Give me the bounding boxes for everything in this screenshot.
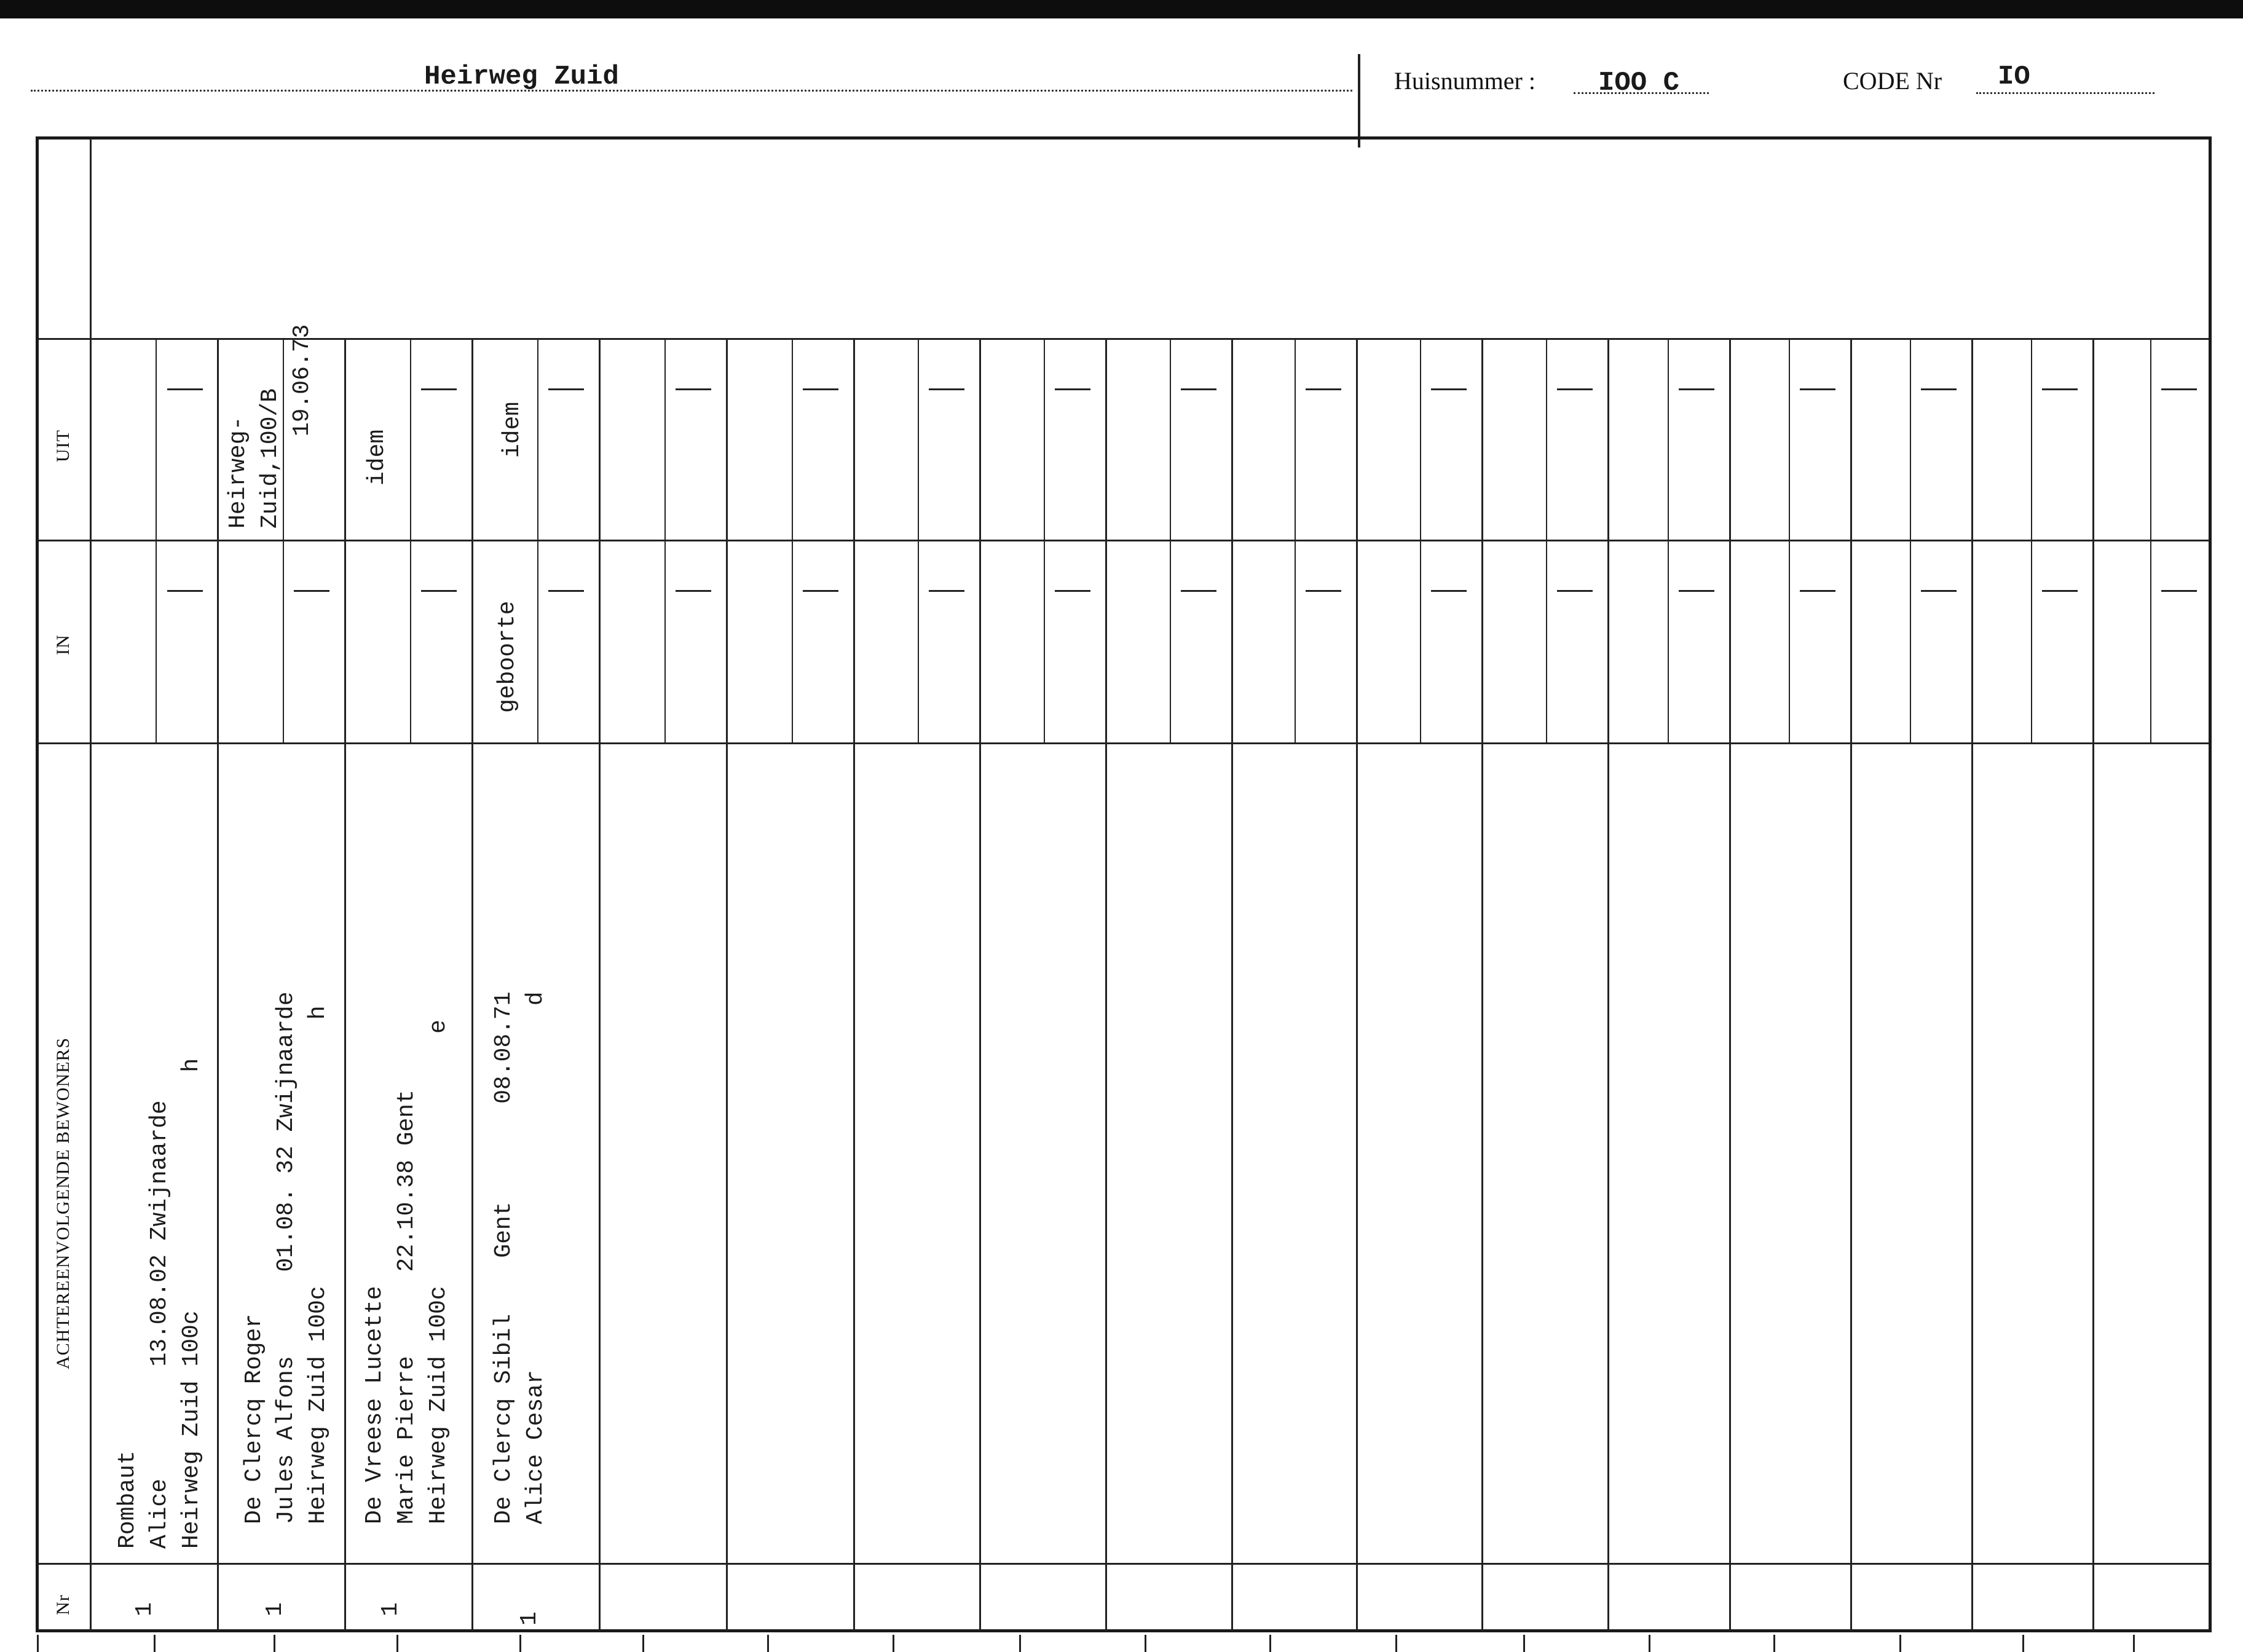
code-number-dotted-line: [1976, 92, 2154, 94]
bottom-tick: [1269, 1635, 1271, 1652]
bottom-tick: [642, 1635, 644, 1652]
in-dash: [1679, 590, 1714, 592]
in-dash: [2161, 590, 2197, 592]
sub-column-line: [1789, 340, 1790, 742]
column-line: [1971, 340, 1973, 1630]
header-divider: [1358, 54, 1360, 148]
column-line: [979, 340, 981, 1630]
column-line: [1729, 340, 1731, 1630]
sub-column-line: [1420, 340, 1421, 742]
resident-entry: [112, 1058, 208, 1549]
column-line: [1356, 340, 1358, 1630]
in-dash: [929, 590, 964, 592]
column-line: [1850, 340, 1852, 1630]
column-line: [344, 340, 346, 1630]
bottom-tick: [2022, 1635, 2024, 1652]
bottom-tick: [1019, 1635, 1021, 1652]
resident-line: Rombaut: [114, 1450, 141, 1549]
in-dash: [1055, 590, 1090, 592]
sub-column-line: [2031, 340, 2032, 742]
uit-dash: [676, 388, 711, 390]
resident-line: De Clercq Roger: [241, 1313, 267, 1524]
resident-line: Jules Alfons 01.08. 32 Zwijnaarde: [273, 991, 299, 1524]
street-name: Heirweg Zuid: [424, 61, 619, 92]
entry-number: 1: [377, 1602, 404, 1616]
column-line: [1105, 340, 1107, 1630]
uit-dash: [548, 388, 584, 390]
in-dash: [167, 590, 203, 592]
row-label-in: IN: [53, 634, 73, 655]
resident-line: Alice Cesar d: [522, 991, 549, 1524]
uit-entry: [497, 402, 529, 458]
resident-line: Heirweg Zuid 100c h: [178, 1058, 205, 1549]
uit-line: idem: [364, 429, 390, 486]
uit-dash: [1679, 388, 1714, 390]
sub-column-line: [1910, 340, 1911, 742]
in-dash: [803, 590, 838, 592]
column-line: [726, 340, 728, 1630]
code-number-value: IO: [1998, 61, 2030, 92]
sub-column-line: [1668, 340, 1669, 742]
resident-line: Heirweg Zuid 100c h: [305, 1005, 331, 1524]
resident-line: Marie Pierre 22.10.38 Gent: [393, 1090, 420, 1524]
bottom-tick: [519, 1635, 521, 1652]
row-label-nr: Nr: [53, 1594, 73, 1615]
in-dash: [1181, 590, 1216, 592]
scan-top-edge: [0, 0, 2243, 18]
sub-column-line: [410, 340, 411, 742]
in-dash: [548, 590, 584, 592]
column-line: [217, 340, 219, 1630]
uit-dash: [1055, 388, 1090, 390]
uit-line: Zuid,100/B: [257, 388, 283, 529]
column-line: [853, 340, 855, 1630]
label-column-separator: [90, 138, 92, 1630]
bottom-tick: [396, 1635, 398, 1652]
column-line: [1481, 340, 1483, 1630]
sub-column-line: [2150, 340, 2151, 742]
in-dash: [1557, 590, 1593, 592]
uit-dash: [421, 388, 457, 390]
bottom-tick: [2133, 1635, 2135, 1652]
in-dash: [1431, 590, 1467, 592]
in-entry: geboorte: [494, 600, 521, 713]
bottom-tick: [1145, 1635, 1146, 1652]
uit-dash: [1800, 388, 1835, 390]
uit-dash: [2042, 388, 2078, 390]
uit-dash: [167, 388, 203, 390]
row-separator-nr-top: [39, 1563, 2209, 1565]
sub-column-line: [1044, 340, 1045, 742]
in-dash: [676, 590, 711, 592]
row-label-uit: UIT: [53, 430, 73, 462]
uit-dash: [1431, 388, 1467, 390]
entry-number: 1: [516, 1611, 543, 1626]
in-dash: [421, 590, 457, 592]
column-line: [1231, 340, 1233, 1630]
resident-line: De Vreese Lucette: [361, 1286, 388, 1524]
resident-entry: [359, 1020, 455, 1524]
resident-line: Heirweg Zuid 100c e: [425, 1020, 452, 1524]
uit-dash: [929, 388, 964, 390]
uit-dash: [1557, 388, 1593, 390]
sub-column-line: [792, 340, 793, 742]
column-line: [471, 340, 473, 1630]
in-dash: [294, 590, 329, 592]
sub-column-line: [537, 340, 538, 742]
house-number-label: Huisnummer :: [1394, 67, 1535, 95]
in-dash: [1800, 590, 1835, 592]
column-line: [2092, 340, 2094, 1630]
uit-line: Heirweg-: [225, 416, 251, 529]
code-number-label: CODE Nr: [1843, 67, 1942, 95]
uit-dash: [1306, 388, 1341, 390]
bottom-tick: [1523, 1635, 1525, 1652]
bottom-tick: [1773, 1635, 1775, 1652]
uit-entry: [361, 430, 393, 486]
bottom-tick: [1649, 1635, 1650, 1652]
uit-line: idem: [499, 401, 526, 458]
uit-dash: [2161, 388, 2197, 390]
uit-dash: [803, 388, 838, 390]
row-separator-bewoners-top: [39, 742, 2209, 744]
sub-column-line: [664, 340, 666, 742]
sub-column-line: [1295, 340, 1296, 742]
bottom-tick: [37, 1635, 39, 1652]
column-line: [599, 340, 601, 1630]
sub-column-line: [1546, 340, 1547, 742]
in-dash: [2042, 590, 2078, 592]
entry-number: 1: [262, 1602, 288, 1616]
house-number-value: IOO C: [1598, 68, 1680, 98]
row-label-bewoners: ACHTEREENVOLGENDE BEWONERS: [53, 1037, 73, 1369]
row-separator-uit-top: [39, 338, 2209, 340]
resident-line: Alice 13.08.02 Zwijnaarde: [146, 1100, 173, 1549]
row-separator-in-top: [39, 540, 2209, 541]
uit-dash: [1181, 388, 1216, 390]
bottom-tick: [154, 1635, 156, 1652]
resident-entry: [488, 991, 552, 1524]
entry-number: 1: [132, 1602, 158, 1616]
uit-dash: [1921, 388, 1957, 390]
in-dash: [1306, 590, 1341, 592]
bottom-tick: [274, 1635, 275, 1652]
bottom-tick: [767, 1635, 769, 1652]
column-line: [1607, 340, 1609, 1630]
uit-line: 19.06.73: [289, 324, 315, 436]
uit-entry: [223, 324, 318, 529]
street-dotted-line: [31, 90, 1352, 92]
bottom-tick: [1899, 1635, 1901, 1652]
bottom-tick: [893, 1635, 894, 1652]
in-dash: [1921, 590, 1957, 592]
bottom-tick: [1395, 1635, 1397, 1652]
resident-line: De Clercq Sibil Gent 08.08.71: [491, 991, 517, 1524]
resident-entry: [238, 991, 334, 1524]
sub-column-line: [1170, 340, 1171, 742]
sub-column-line: [918, 340, 919, 742]
sub-column-line: [156, 340, 157, 742]
